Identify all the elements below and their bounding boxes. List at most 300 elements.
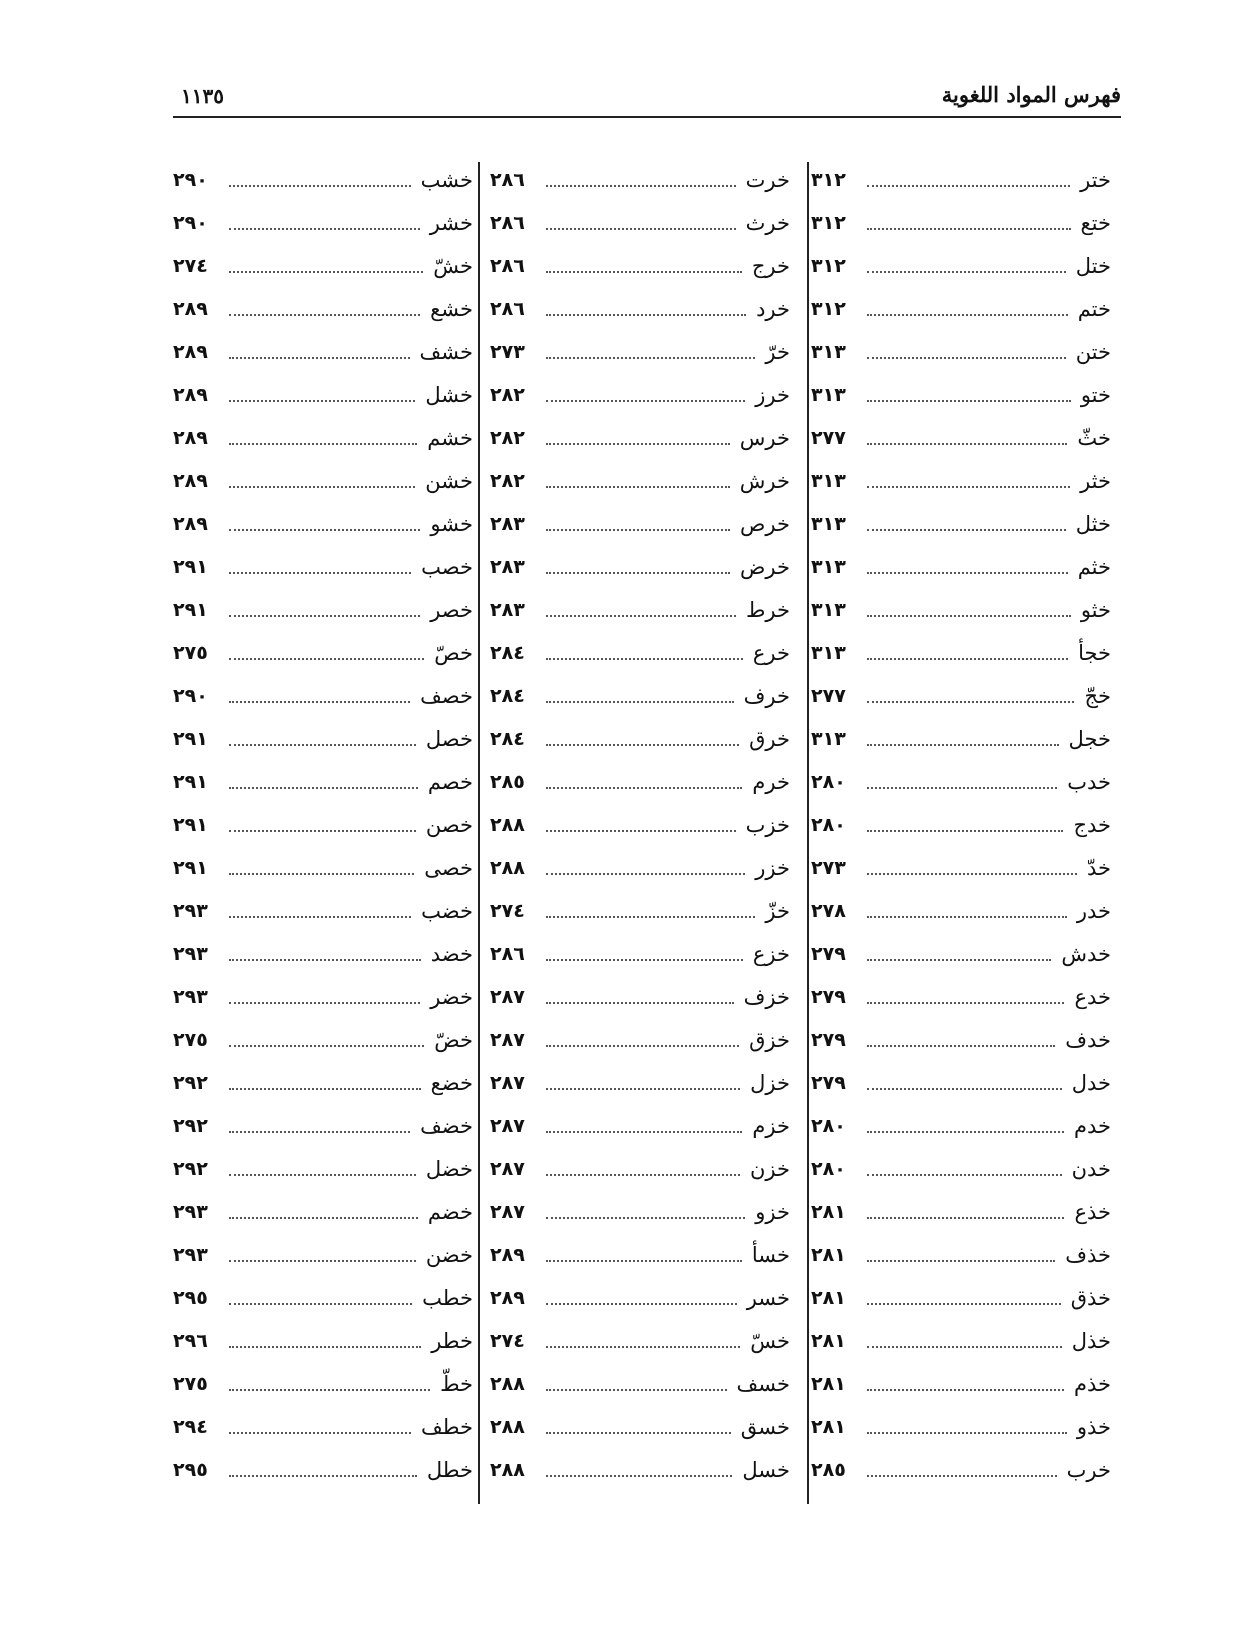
index-entry (490, 1448, 790, 1491)
index-entry (173, 373, 473, 416)
entry-page-number: ٢٧٩ (811, 942, 846, 965)
entry-root: خضد (430, 941, 473, 966)
dot-leader (229, 787, 418, 789)
dot-leader (229, 658, 424, 660)
index-entry (811, 158, 1111, 201)
entry-page-number: ٢٨٠ (811, 770, 846, 793)
entry-page-number: ٣١٣ (811, 383, 846, 406)
entry-root: خصى (424, 855, 473, 880)
index-entry (811, 717, 1111, 760)
entry-page-number: ٢٩١ (173, 770, 208, 793)
index-entry (173, 803, 473, 846)
dot-leader (867, 873, 1077, 875)
index-entry (173, 416, 473, 459)
index-entry (173, 975, 473, 1018)
dot-leader (867, 658, 1068, 660)
entry-page-number: ٢٨٦ (490, 254, 525, 277)
dot-leader (229, 916, 411, 918)
dot-leader (229, 1303, 412, 1305)
dot-leader (867, 529, 1066, 531)
entry-page-number: ٢٧٨ (811, 899, 846, 922)
entry-root: خرط (746, 597, 790, 622)
entry-page-number: ٢٨٩ (490, 1286, 525, 1309)
index-entry (811, 1061, 1111, 1104)
entry-page-number: ٢٨٧ (490, 1157, 525, 1180)
entry-root: خصل (425, 726, 473, 751)
dot-leader (546, 658, 743, 660)
entry-page-number: ٢٨٤ (490, 727, 525, 750)
entry-page-number: ٢٩٠ (173, 684, 208, 707)
index-entry (490, 717, 790, 760)
entry-page-number: ٢٨٦ (490, 211, 525, 234)
entry-root: خضل (425, 1156, 473, 1181)
dot-leader (229, 529, 420, 531)
entry-root: خثّ (1077, 425, 1111, 450)
entry-root: خذم (1073, 1371, 1111, 1396)
dot-leader (229, 1045, 424, 1047)
dot-leader (229, 830, 416, 832)
entry-page-number: ٢٨٦ (490, 168, 525, 191)
index-entry (490, 459, 790, 502)
entry-root: خدم (1073, 1113, 1111, 1138)
index-columns (173, 158, 1121, 1498)
entry-root: خثر (1080, 468, 1111, 493)
entry-page-number: ٢٩٦ (173, 1329, 208, 1352)
dot-leader (867, 701, 1074, 703)
entry-root: خدل (1071, 1070, 1111, 1095)
index-entry (490, 1319, 790, 1362)
page-header (173, 80, 1121, 118)
dot-leader (867, 400, 1071, 402)
entry-root: ختن (1075, 339, 1111, 364)
dot-leader (867, 787, 1057, 789)
index-entry (811, 760, 1111, 803)
entry-root: خشو (430, 511, 473, 536)
entry-page-number: ٢٨٤ (490, 684, 525, 707)
dot-leader (546, 744, 739, 746)
entry-root: خشف (419, 339, 473, 364)
index-entry (811, 416, 1111, 459)
dot-leader (229, 615, 420, 617)
entry-page-number: ٢٨١ (811, 1243, 846, 1266)
entry-root: خشّ (433, 253, 473, 278)
entry-root: خطب (422, 1285, 473, 1310)
dot-leader (546, 1432, 731, 1434)
dot-leader (867, 357, 1066, 359)
entry-page-number: ٢٨١ (811, 1286, 846, 1309)
entry-page-number: ٣١٣ (811, 555, 846, 578)
entry-page-number: ٢٧٥ (173, 1372, 208, 1395)
entry-page-number: ٢٩٥ (173, 1458, 208, 1481)
entry-root: ختر (1080, 167, 1111, 192)
index-entry (811, 975, 1111, 1018)
entry-page-number: ٢٩٣ (173, 942, 208, 965)
entry-page-number: ٢٨٧ (490, 1114, 525, 1137)
index-entry (811, 330, 1111, 373)
dot-leader (867, 228, 1071, 230)
index-entry (173, 1104, 473, 1147)
entry-root: خشع (430, 296, 473, 321)
index-entry (811, 373, 1111, 416)
dot-leader (546, 400, 745, 402)
index-entry (811, 932, 1111, 975)
entry-root: خطل (426, 1457, 473, 1482)
index-entry (173, 760, 473, 803)
dot-leader (229, 400, 415, 402)
dot-leader (867, 185, 1070, 187)
dot-leader (546, 916, 755, 918)
dot-leader (867, 1045, 1055, 1047)
entry-root: خزق (749, 1027, 790, 1052)
entry-root: ختو (1080, 382, 1111, 407)
entry-root: خزن (750, 1156, 790, 1181)
dot-leader (546, 1346, 740, 1348)
dot-leader (546, 1475, 732, 1477)
index-entry (811, 244, 1111, 287)
entry-root: خرش (739, 468, 790, 493)
index-entry (811, 1362, 1111, 1405)
index-entry (173, 1018, 473, 1061)
entry-page-number: ٢٨٨ (490, 1415, 525, 1438)
index-entry (173, 1405, 473, 1448)
entry-page-number: ٢٧٥ (173, 1028, 208, 1051)
dot-leader (546, 572, 730, 574)
entry-root: خرّ (765, 339, 790, 364)
index-entry (811, 502, 1111, 545)
dot-leader (229, 959, 421, 961)
entry-page-number: ٢٧٩ (811, 985, 846, 1008)
index-entry (490, 1018, 790, 1061)
entry-root: خجل (1068, 726, 1111, 751)
index-entry (173, 674, 473, 717)
entry-page-number: ٢٨٩ (173, 297, 208, 320)
index-entry (173, 158, 473, 201)
entry-page-number: ٢٩٤ (173, 1415, 208, 1438)
index-entry (173, 502, 473, 545)
index-entry (490, 889, 790, 932)
entry-root: خشل (425, 382, 473, 407)
dot-leader (546, 615, 736, 617)
dot-leader (546, 1217, 745, 1219)
index-entry (173, 330, 473, 373)
entry-page-number: ٣١٣ (811, 641, 846, 664)
dot-leader (867, 744, 1059, 746)
index-entry (490, 846, 790, 889)
index-entry (490, 1147, 790, 1190)
entry-page-number: ٢٨١ (811, 1415, 846, 1438)
entry-page-number: ٢٨٩ (173, 512, 208, 535)
page-number: ١١٣٥ (181, 84, 224, 108)
dot-leader (229, 185, 411, 187)
entry-root: خضب (421, 898, 473, 923)
dot-leader (229, 357, 410, 359)
entry-page-number: ٢٧٣ (490, 340, 525, 363)
entry-page-number: ٢٨١ (811, 1329, 846, 1352)
entry-page-number: ٢٧٩ (811, 1071, 846, 1094)
entry-page-number: ٣١٣ (811, 598, 846, 621)
index-entry (490, 158, 790, 201)
index-entry (490, 588, 790, 631)
dot-leader (546, 1389, 727, 1391)
entry-root: خدج (1073, 812, 1111, 837)
index-entry (811, 201, 1111, 244)
entry-root: خزف (743, 984, 790, 1009)
entry-page-number: ٢٩١ (173, 856, 208, 879)
entry-root: خزّ (765, 898, 790, 923)
index-entry (490, 287, 790, 330)
entry-root: خرب (1066, 1457, 1111, 1482)
entry-root: خسأ (751, 1242, 790, 1267)
dot-leader (546, 873, 745, 875)
dot-leader (546, 1174, 740, 1176)
entry-root: خصب (421, 554, 473, 579)
dot-leader (229, 701, 410, 703)
index-entry (173, 201, 473, 244)
entry-page-number: ٢٨١ (811, 1372, 846, 1395)
dot-leader (229, 314, 420, 316)
entry-root: خزو (755, 1199, 790, 1224)
entry-page-number: ٢٩٣ (173, 1243, 208, 1266)
entry-root: خدب (1067, 769, 1111, 794)
entry-root: خصف (420, 683, 473, 708)
index-entry (173, 846, 473, 889)
index-entry (173, 1319, 473, 1362)
entry-page-number: ٢٩٠ (173, 168, 208, 191)
index-entry (490, 631, 790, 674)
entry-root: خدّ (1086, 855, 1111, 880)
entry-root: خسق (740, 1414, 790, 1439)
entry-root: خذق (1070, 1285, 1111, 1310)
entry-root: خشم (427, 425, 473, 450)
dot-leader (867, 1346, 1062, 1348)
entry-page-number: ٣١٢ (811, 168, 846, 191)
dot-leader (546, 314, 746, 316)
entry-page-number: ٢٨٤ (490, 641, 525, 664)
entry-root: خرس (739, 425, 790, 450)
column-divider (807, 162, 809, 1504)
entry-page-number: ٢٩٥ (173, 1286, 208, 1309)
index-entry (811, 1018, 1111, 1061)
index-entry (811, 1276, 1111, 1319)
entry-page-number: ٢٨٣ (490, 555, 525, 578)
dot-leader (546, 787, 742, 789)
entry-page-number: ٣١٣ (811, 340, 846, 363)
dot-leader (546, 357, 755, 359)
entry-page-number: ٢٨٨ (490, 1458, 525, 1481)
entry-page-number: ٢٨٢ (490, 426, 525, 449)
index-entry (173, 287, 473, 330)
dot-leader (546, 1303, 737, 1305)
entry-root: خذل (1071, 1328, 1111, 1353)
entry-page-number: ٢٨٣ (490, 598, 525, 621)
entry-root: خشر (429, 210, 473, 235)
entry-root: خشب (420, 167, 473, 192)
dot-leader (229, 1088, 421, 1090)
index-entry (490, 201, 790, 244)
dot-leader (867, 314, 1068, 316)
entry-root: خصن (425, 812, 473, 837)
index-entry (811, 545, 1111, 588)
entry-page-number: ٢٨٥ (811, 1458, 846, 1481)
index-entry (811, 1104, 1111, 1147)
index-entry (173, 1190, 473, 1233)
entry-page-number: ٢٨٨ (490, 1372, 525, 1395)
entry-root: خضع (430, 1070, 473, 1095)
entry-root: خدع (1074, 984, 1111, 1009)
entry-page-number: ٣١٢ (811, 254, 846, 277)
entry-root: خسف (736, 1371, 790, 1396)
index-entry (173, 244, 473, 287)
index-column-left (173, 158, 473, 1491)
entry-root: خدر (1076, 898, 1111, 923)
entry-root: خرج (751, 253, 790, 278)
index-entry (490, 674, 790, 717)
dot-leader (546, 959, 743, 961)
entry-root: خطّ (440, 1371, 473, 1396)
index-entry (173, 631, 473, 674)
entry-root: خذف (1065, 1242, 1111, 1267)
entry-page-number: ٢٧٧ (811, 684, 846, 707)
dot-leader (867, 1174, 1062, 1176)
entry-root: خثو (1080, 597, 1111, 622)
entry-root: خضّ (434, 1027, 473, 1052)
entry-page-number: ٢٩١ (173, 555, 208, 578)
index-entry (811, 889, 1111, 932)
dot-leader (867, 959, 1051, 961)
dot-leader (867, 830, 1063, 832)
entry-page-number: ٢٨٦ (490, 942, 525, 965)
index-entry (490, 330, 790, 373)
dot-leader (229, 1475, 417, 1477)
entry-page-number: ٢٩٢ (173, 1114, 208, 1137)
index-entry (811, 1405, 1111, 1448)
dot-leader (546, 1045, 739, 1047)
entry-root: ختل (1075, 253, 1111, 278)
index-entry (490, 502, 790, 545)
entry-root: خزر (755, 855, 790, 880)
entry-page-number: ٢٨٧ (490, 1071, 525, 1094)
entry-page-number: ٢٨١ (811, 1200, 846, 1223)
entry-root: خذو (1076, 1414, 1111, 1439)
dot-leader (229, 1389, 430, 1391)
dot-leader (867, 486, 1070, 488)
index-entry (811, 1190, 1111, 1233)
dot-leader (546, 830, 736, 832)
index-entry (490, 1233, 790, 1276)
entry-root: خثل (1075, 511, 1111, 536)
entry-page-number: ٢٨٠ (811, 1157, 846, 1180)
entry-page-number: ٢٨٣ (490, 512, 525, 535)
entry-root: خزل (750, 1070, 790, 1095)
index-entry (490, 1362, 790, 1405)
entry-page-number: ٢٨٨ (490, 856, 525, 879)
dot-leader (229, 271, 423, 273)
entry-root: خصّ (434, 640, 473, 665)
entry-root: خزع (752, 941, 790, 966)
entry-root: خصر (430, 597, 473, 622)
entry-root: خصم (427, 769, 473, 794)
page-title: فهرس المواد اللغوية (941, 82, 1121, 107)
index-entry (490, 545, 790, 588)
index-entry (490, 1190, 790, 1233)
dot-leader (867, 1303, 1061, 1305)
entry-page-number: ٢٨٦ (490, 297, 525, 320)
entry-root: خسر (746, 1285, 790, 1310)
entry-page-number: ٢٨٧ (490, 1200, 525, 1223)
entry-root: خدف (1065, 1027, 1111, 1052)
index-entry (490, 244, 790, 287)
entry-root: خزب (745, 812, 790, 837)
entry-page-number: ٢٨٩ (173, 426, 208, 449)
entry-page-number: ٢٨٢ (490, 383, 525, 406)
dot-leader (867, 916, 1067, 918)
entry-page-number: ٢٨٥ (490, 770, 525, 793)
dot-leader (546, 529, 730, 531)
entry-root: خرث (745, 210, 790, 235)
index-entry (811, 631, 1111, 674)
dot-leader (229, 486, 415, 488)
entry-page-number: ٢٩٣ (173, 1200, 208, 1223)
entry-page-number: ٢٨٩ (173, 469, 208, 492)
entry-root: خدش (1061, 941, 1111, 966)
index-entry (490, 1104, 790, 1147)
index-entry (811, 674, 1111, 717)
dot-leader (867, 1432, 1067, 1434)
index-entry (811, 1448, 1111, 1491)
index-entry (173, 717, 473, 760)
index-entry (173, 588, 473, 631)
dot-leader (229, 1131, 410, 1133)
dot-leader (229, 744, 416, 746)
entry-root: خثم (1077, 554, 1111, 579)
dot-leader (229, 443, 417, 445)
dot-leader (867, 1475, 1057, 1477)
entry-root: خضن (425, 1242, 473, 1267)
entry-root: خرز (755, 382, 790, 407)
entry-root: خرض (740, 554, 790, 579)
entry-root: خرص (740, 511, 790, 536)
dot-leader (546, 185, 736, 187)
index-entry (173, 459, 473, 502)
entry-root: خسّ (750, 1328, 790, 1353)
entry-root: خرع (752, 640, 790, 665)
entry-page-number: ٢٩٢ (173, 1071, 208, 1094)
entry-page-number: ٢٨٧ (490, 1028, 525, 1051)
entry-root: خضف (420, 1113, 473, 1138)
entry-root: خجأ (1078, 640, 1111, 665)
dot-leader (867, 1217, 1064, 1219)
dot-leader (546, 271, 742, 273)
dot-leader (867, 1088, 1062, 1090)
index-entry (811, 1147, 1111, 1190)
dot-leader (229, 1174, 416, 1176)
dot-leader (867, 443, 1067, 445)
index-entry (173, 1276, 473, 1319)
entry-page-number: ٢٧٣ (811, 856, 846, 879)
dot-leader (229, 228, 420, 230)
entry-page-number: ٢٩٠ (173, 211, 208, 234)
entry-page-number: ٢٧٥ (173, 641, 208, 664)
index-entry (490, 1061, 790, 1104)
entry-root: خرد (756, 296, 790, 321)
entry-root: خطر (431, 1328, 473, 1353)
entry-page-number: ٢٩٣ (173, 985, 208, 1008)
dot-leader (546, 443, 730, 445)
entry-page-number: ٣١٣ (811, 727, 846, 750)
entry-root: خذع (1074, 1199, 1111, 1224)
dot-leader (867, 271, 1066, 273)
index-entry (811, 1319, 1111, 1362)
